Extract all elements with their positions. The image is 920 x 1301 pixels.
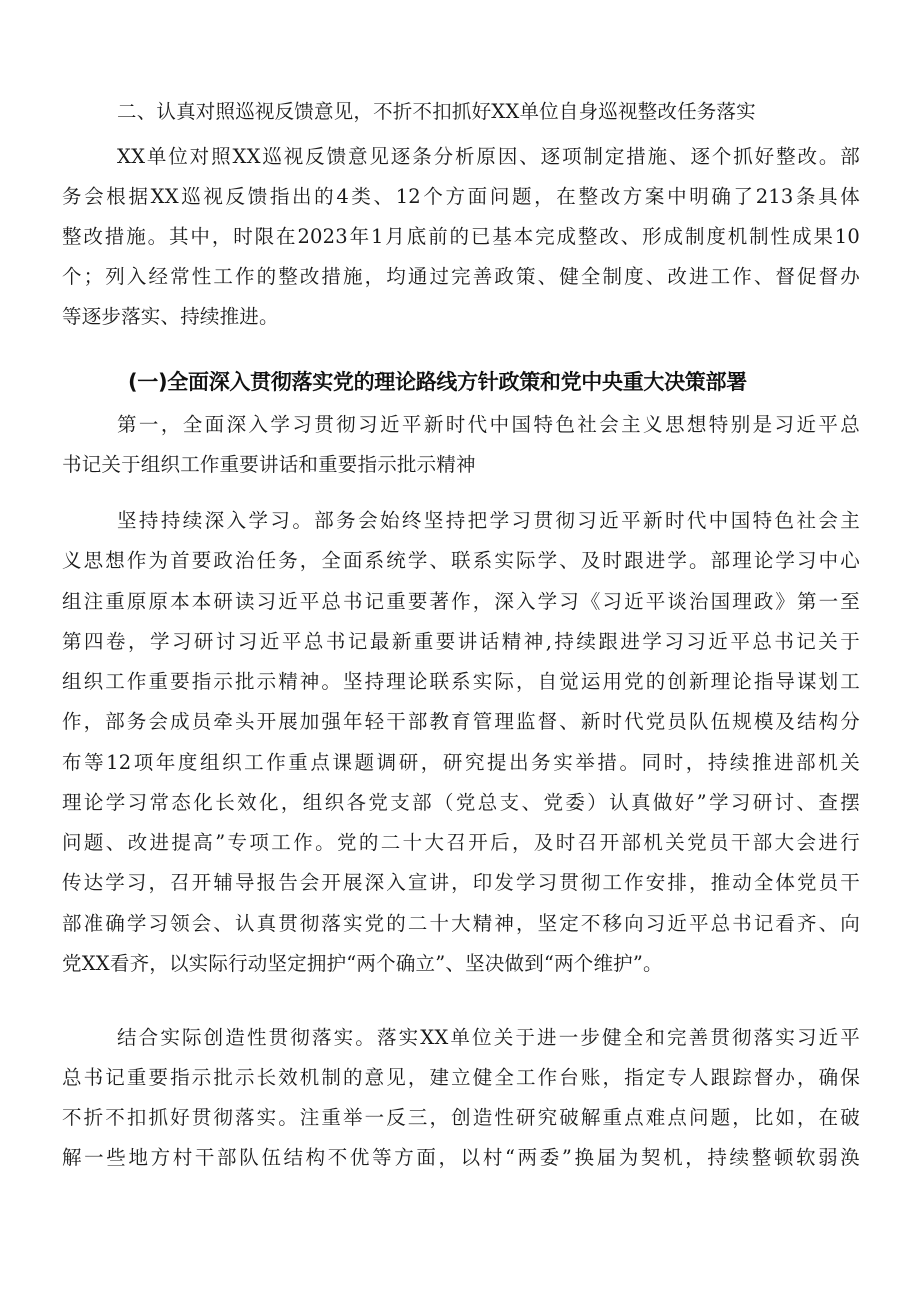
paragraph-line: 不折不扣抓好贯彻落实。注重举一反三，创造性研究破解重点难点问题，比如，在破 [62, 1106, 860, 1129]
paragraph-line: 总书记重要指示批示长效机制的意见，建立健全工作台账，指定专人跟踪督办，确保 [62, 1066, 860, 1089]
paragraph-line: 结合实际创造性贯彻落实。落实XX单位关于进一步健全和完善贯彻落实习近平 [117, 1026, 860, 1049]
paragraph-line: 等逐步落实、持续推进。 [62, 305, 279, 328]
paragraph-line: 理论学习常态化长效化，组织各党支部（党总支、党委）认真做好”学习研讨、查摆 [62, 791, 860, 814]
paragraph-line: 个；列入经常性工作的整改措施，均通过完善政策、健全制度、改进工作、督促督办 [62, 265, 860, 288]
paragraph-line: 作，部务会成员牵头开展加强年轻干部教育管理监督、新时代党员队伍规模及结构分 [62, 710, 860, 733]
paragraph-line: 书记关于组织工作重要讲话和重要指示批示精神 [62, 453, 476, 476]
paragraph-line: 义思想作为首要政治任务，全面系统学、联系实际学、及时跟进学。部理论学习中心 [62, 549, 860, 572]
paragraph-line: 问题、改进提高”专项工作。党的二十大召开后，及时召开部机关党员干部大会进行 [62, 831, 860, 854]
paragraph-line: 组注重原原本本研读习近平总书记重要著作，深入学习《习近平谈治国理政》第一至 [62, 590, 860, 613]
paragraph-line: 第四卷，学习研讨习近平总书记最新重要讲话精神,持续跟进学习习近平总书记关于 [62, 630, 860, 653]
paragraph-line: 第一，全面深入学习贯彻习近平新时代中国特色社会主义思想特别是习近平总 [117, 413, 860, 436]
paragraph-line: 传达学习，召开辅导报告会开展深入宣讲，印发学习贯彻工作安排，推动全体党员干 [62, 871, 860, 894]
subheading: (一)全面深入贯彻落实党的理论路线方针政策和党中央重大决策部署 [128, 370, 747, 394]
paragraph-line: 解一些地方村干部队伍结构不优等方面，以村“两委”换届为契机，持续整顿软弱涣 [62, 1146, 860, 1169]
paragraph-line: 部准确学习领会、认真贯彻落实党的二十大精神，坚定不移向习近平总书记看齐、向 [62, 912, 860, 935]
paragraph-line: 坚持持续深入学习。部务会始终坚持把学习贯彻习近平新时代中国特色社会主 [117, 509, 860, 532]
paragraph-line: 党XX看齐，以实际行动坚定拥护“两个确立”、坚决做到“两个维护”。 [62, 952, 663, 975]
paragraph-line: 组织工作重要指示批示精神。坚持理论联系实际，自觉运用党的创新理论指导谋划工 [62, 670, 860, 693]
section-two-title: 二、认真对照巡视反馈意见，不折不扣抓好XX单位自身巡视整改任务落实 [117, 100, 756, 123]
paragraph-line: 务会根据XX巡视反馈指出的4类、12个方面问题，在整改方案中明确了213条具体 [62, 185, 860, 208]
paragraph-line: XX单位对照XX巡视反馈意见逐条分析原因、逐项制定措施、逐个抓好整改。部 [117, 145, 860, 168]
paragraph-line: 整改措施。其中，时限在2023年1月底前的已基本完成整改、形成制度机制性成果10 [62, 225, 860, 248]
paragraph-line: 布等12项年度组织工作重点课题调研，研究提出务实举措。同时，持续推进部机关 [62, 751, 860, 774]
